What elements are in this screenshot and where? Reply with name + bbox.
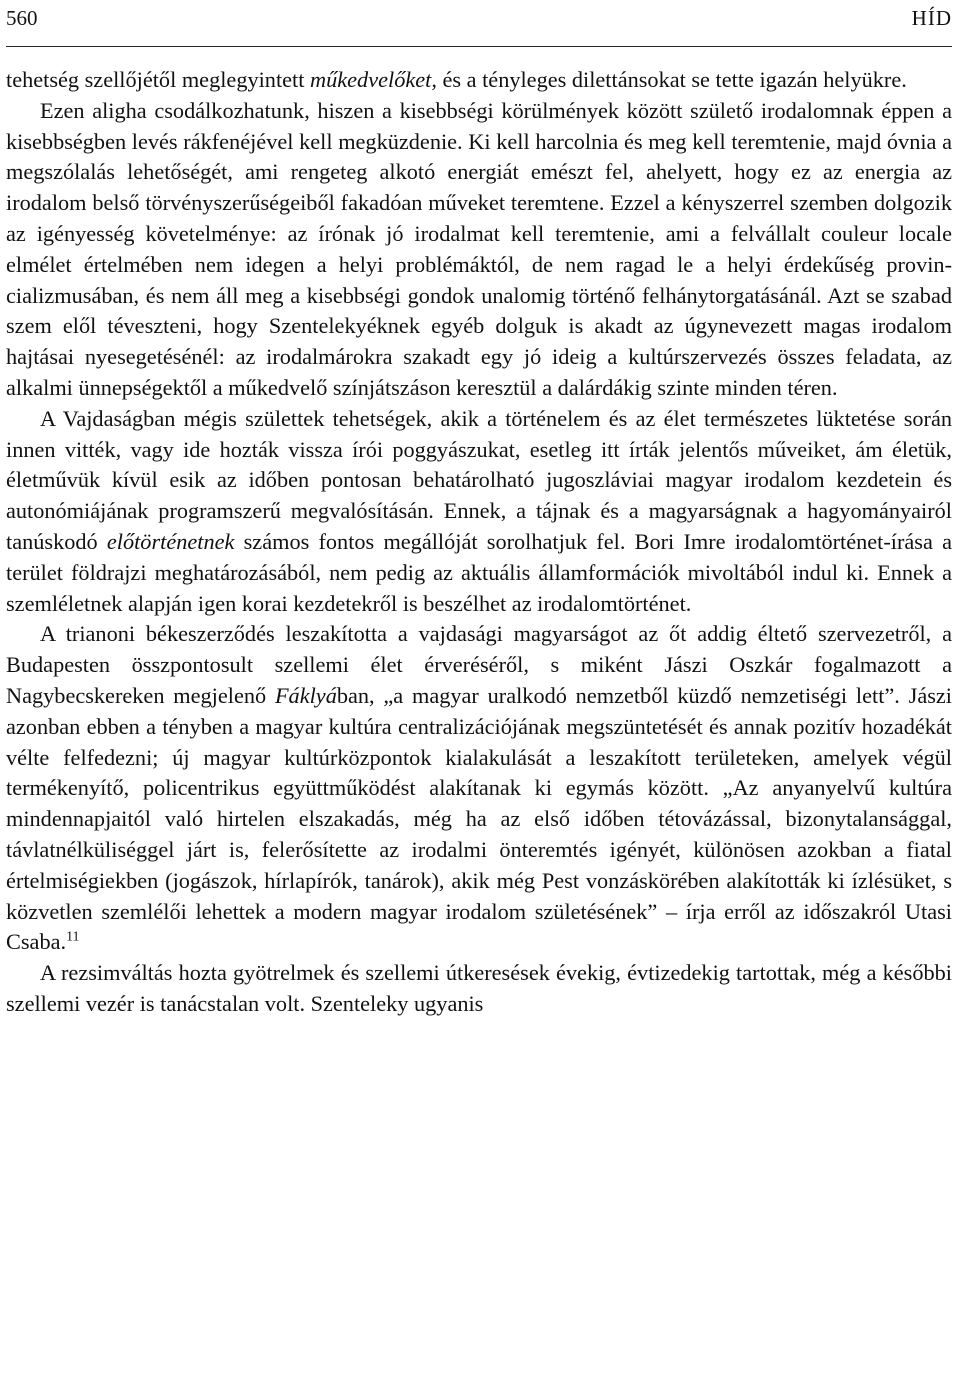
- document-page: [6, 0, 952, 1020]
- paragraph: [6, 958, 952, 1020]
- italic-text: műkedvelőket,: [310, 67, 437, 92]
- paragraph: [6, 65, 952, 96]
- journal-title: HÍD: [911, 6, 952, 30]
- article-body: [6, 65, 952, 1020]
- text-run: ban, „a magyar uralkodó nemzetből küzdő nemzetiségi lett”. Jászi azonban ebben a tényben a magyar kultúra centralizációjának megszüntetését és annak pozitív hozadékát vélte felfedezni; új magyar kultúrközpontok kialakulását a leszakított területeken, amelyek végül termékenyítő, policentrikus együttműködést alakítanak ki egymás között. „Az anyanyelvű kultúra mindennapjaitól való hirtelen elszakadás, még ha az első időben tétovázással, bizonytalansággal, távlatnélküliséggel járt is, felerősítette az irodalmi önteremtés igényét, különösen azokban a fiatal értelmiségiekben (jogászok, hírlapírók, tanárok), akik még Pest vonzáskörében alakították ki ízlésüket, s közvetlen szemlélői lehettek a modern magyar irodalom születésének” – írja erről az időszakról Utasi Csaba.: [6, 682, 952, 955]
- italic-text: előtörténetnek: [106, 528, 235, 554]
- text-run: A rezsimváltás hozta gyötrelmek és szellemi útkeresések évekig, évtizedekig tartottak, még a későbbi szellemi vezér is tanácstalan volt. Szenteleky ugyanis: [6, 960, 952, 1016]
- paragraph: [6, 96, 952, 404]
- text-run: és a tényleges dilettánsokat se tette igazán helyükre.: [436, 67, 907, 92]
- text-run: Ezen aligha csodálkozhatunk, hiszen a kisebbségi körülmények között születő irodalomnak éppen a kisebbségben levés rákfenéjével kell megküzdenie. Ki kell harcolnia és meg kell teremtenie, majd óvnia a megszólalás lehetőségét, ami rengeteg alkotó energiát emészt fel, ahelyett, hogy ez az energia az irodalom belső törvényszerűségeiből fakadóan műveket teremtene. Ezzel a kényszerrel szemben dolgozik az igényesség követelménye: az írónak jó irodalmat kell teremtenie, ami a felvállalt couleur locale elmélet értelmében nem idegen a helyi problémáktól, de nem ragad le a helyi érdekűség provincializmusában, és nem áll meg a kisebbségi gondok unalomig történő felhánytorgatásánál. Azt se szabad szem elől téveszteni, hogy Szentelekyéknek egyéb dolguk is akadt az úgynevezett magas irodalom hajtásai nyesegetésénél: az irodalmárokra szakadt egy jó ideig a kultúrszervezés összes feladata, az alkalmi ünnepségektől a műkedvelő színjátszáson keresztül a dalárdákig szinte minden téren.: [6, 97, 952, 400]
- page-number: 560: [6, 6, 38, 30]
- text-run: számos fontos megállóját sorolhatjuk fel. Bori Imre irodalomtörténet-írása a terület földrajzi meghatározásából, nem pedig az aktuális államformációk mivoltából indul ki. Ennek a szemléletnek alapján igen korai kezdetekről is beszélhet az irodalomtörténet.: [6, 528, 952, 616]
- text-run: A trianoni békeszerződés leszakította a vajdasági magyarságot az őt addig éltető szervezetről, a Budapesten összpontosult szellemi élet érveréséről, s miként Jászi Oszkár fogalmazott a Nagybecskereken megjelenő: [6, 621, 952, 708]
- text-run: tehetség szellőjétől meglegyintett: [6, 67, 311, 92]
- text-run: A Vajdaságban mégis születtek tehetségek, akik a történelem és az élet természetes lüktetése során innen vitték, vagy ide hozták vissza írói poggyászukat, esetleg itt írták jelentős műveiket, ám életük, életművük kívül esik az időben pontosan behatárolható jugoszláviai magyar irodalom kezdetein és autonómiájának programszerű megvalósításán. Ennek, a tájnak és a magyarságnak a hagyományairól tanúskodó: [6, 405, 952, 554]
- paragraph: [6, 404, 952, 620]
- running-header: [6, 0, 952, 47]
- footnote-reference: 11: [66, 929, 80, 945]
- paragraph: [6, 619, 952, 958]
- italic-text: Fáklyá: [274, 682, 337, 708]
